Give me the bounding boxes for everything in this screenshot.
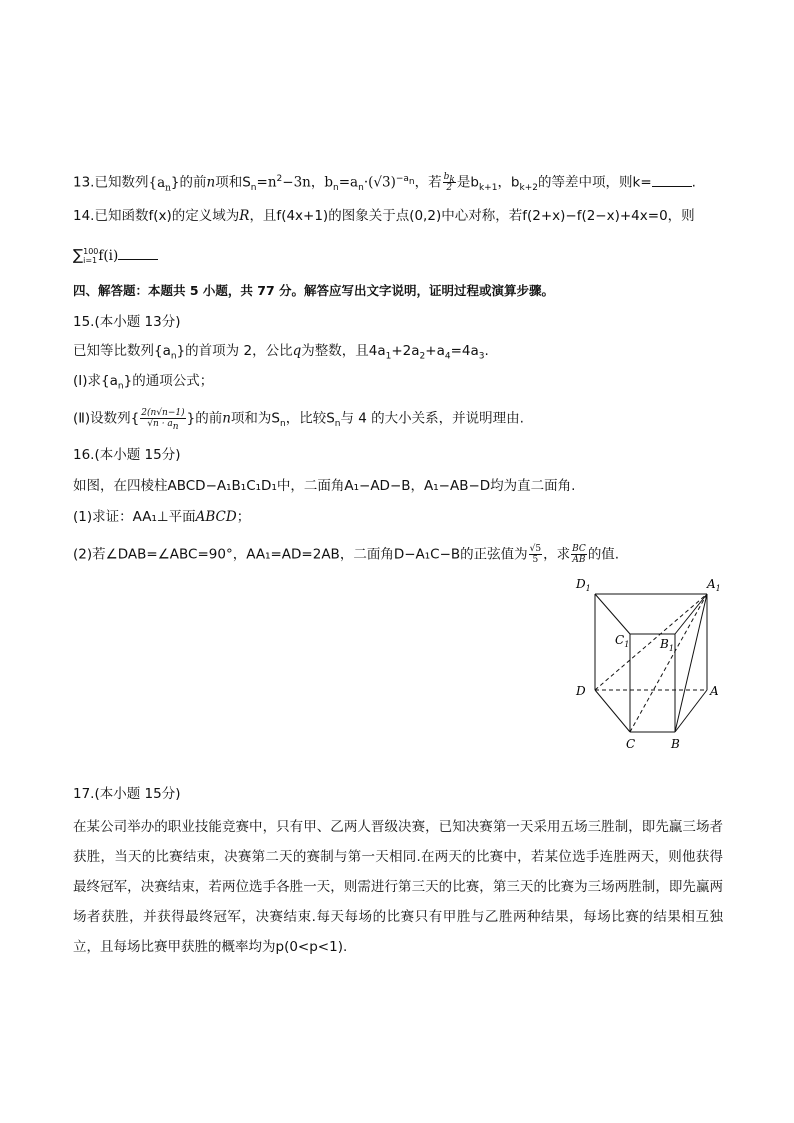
q15-fraction: $\frac{2(n√n-1)}{√n \cdot a_n}$ (141, 408, 185, 432)
q13-var-n: n (206, 174, 216, 191)
edge-d-c (595, 690, 630, 732)
q15-intro: 已知等比数列$\{a_n\}$的首项为 2，公比q为整数，且$4a_1+2a_2+a_4=4a_3$. (73, 343, 489, 362)
q14-number: 14. (73, 208, 95, 224)
q13-formula: =n (256, 174, 277, 191)
q16-fraction-sqrt5: $\frac{√5}{5}$ (529, 544, 542, 565)
prism-figure (570, 572, 730, 752)
section-4-heading: 四、解答题：本题共 5 小题，共 77 分。解答应写出文字说明，证明过程或演算步骤。 (73, 283, 555, 298)
q14-sum-symbol: ∑ (73, 246, 84, 264)
q13-number: 13. (73, 174, 95, 191)
edge-d1-c1 (595, 594, 630, 634)
q13-formula: ·(√3) (363, 174, 396, 191)
q14-text: 已知函数f(x)的定义域为 (94, 208, 240, 224)
q17-header: 17.(本小题 15分) (73, 786, 181, 802)
q17-body: 在某公司举办的职业技能竞赛中，只有甲、乙两人晋级决赛，已知决赛第一天采用五场三胜制，即先赢三场者获胜，当天的比赛结束，决赛第二天的赛制与第一天相同.在两天的比赛中，若某位选手连胜两天，则他获得最终冠军，决赛结束，若两位选手各胜一天，则需进行第三天的比赛，第三天的比赛为三场两胜制，即先赢两场者获胜，并获得最终冠军，决赛结束.每天每场的比赛只有甲胜与乙胜两种结果，每场比赛的结果相互独立，且每场比赛甲获胜的概率均为p(0<p<1). (73, 819, 723, 955)
q13-fraction: $\frac{b_k}{2}$ (443, 172, 455, 193)
q13-end: . (691, 174, 696, 191)
q14-sum-limits: 100 i=1 (83, 247, 99, 265)
question-13: 13.已知数列$\{a_n\}$的前n项和$S_n=n^2-3n$，$b_n=a_n\cdot(√3)^{-a_n}$，若 $\frac{b_k}{2}$ 是$b_{k+1}$，$b_{k+2}$的等差中项，则k= . (73, 172, 696, 194)
q16-part1: (1)求证：AA₁⊥平面ABCD； (73, 509, 251, 525)
q15-part1: (Ⅰ)求$\{a_n\}$的通项公式； (73, 373, 214, 392)
q13-text: ，b (497, 174, 520, 191)
q15-part2: (Ⅱ)设数列{ $\frac{2(n√n-1)}{√n \cdot a_n}$ }的前n项和为$S_n$，比较$S_n$与 4 的大小关系，并说明理由. (73, 408, 524, 432)
q14-var-r: R (239, 208, 250, 224)
q16-fraction-bc-ab: $\frac{BC}{AB}$ (572, 544, 586, 565)
q15-header: 15.(本小题 13分) (73, 314, 181, 330)
label-b: B (671, 737, 680, 751)
question-14 (73, 206, 695, 226)
q13-formula: =a (338, 174, 359, 191)
q13-seq: {$a_n$ (148, 174, 171, 194)
q14-answer-blank (118, 247, 158, 260)
q13-exponent: −a (395, 174, 409, 184)
q13-text: 是b (456, 174, 479, 191)
q16-header: 16.(本小题 15分) (73, 447, 181, 463)
q13-text: }的前 (170, 174, 207, 191)
label-d1: $D_1$ (576, 577, 591, 593)
label-c: C (626, 737, 636, 751)
label-a1: $A_1$ (707, 577, 721, 593)
q16-part2: (2)若∠DAB=∠ABC=90°，AA₁=AD=2AB，二面角D−A₁C−B的正弦值为 $\frac{√5}{5}$ ，求 $\frac{BC}{AB}$ 的值. (73, 544, 620, 565)
label-d: D (576, 684, 586, 698)
q14-text: ，且f(4x+1)的图象关于点(0,2)中心对称，若f(2+x)−f(2−x)+4x=0，则 (249, 208, 695, 224)
q13-text: ，若 (414, 174, 442, 191)
label-b1: $B_1$ (660, 637, 674, 653)
q14-sum-body: f(i) (98, 248, 119, 264)
q13-formula: −3n，b (282, 174, 334, 191)
label-c1: $C_1$ (615, 633, 630, 649)
q13-text: 的等差中项，则k= (538, 174, 652, 191)
label-a: A (710, 684, 719, 698)
q13-text: 项和S (215, 174, 251, 191)
q13-text: 已知数列 (94, 174, 149, 191)
q16-intro: 如图，在四棱柱ABCD−A₁B₁C₁D₁中，二面角A₁−AD−B，A₁−AB−D均为直二面角. (73, 478, 576, 494)
diag-c-a1 (630, 594, 707, 732)
q14-sum-line (73, 245, 158, 266)
q13-answer-blank (652, 174, 692, 187)
diag-d-a1 (595, 594, 707, 690)
